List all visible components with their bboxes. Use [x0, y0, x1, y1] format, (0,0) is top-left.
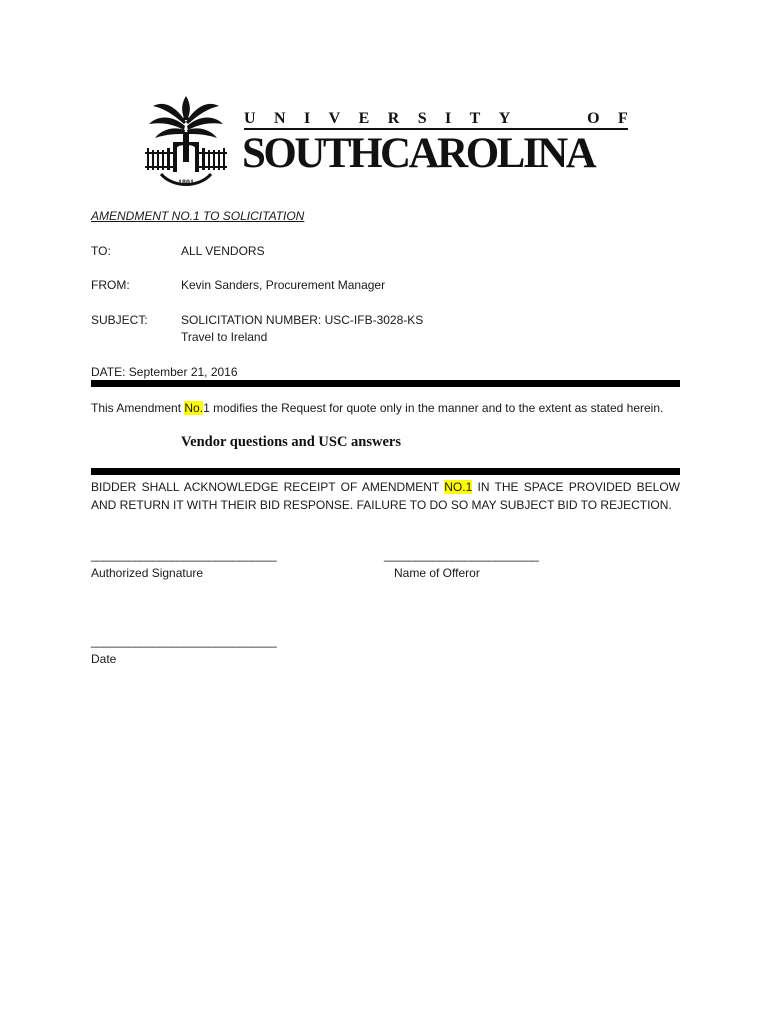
- logo-south-carolina: SOUTHCAROLINA: [242, 130, 595, 177]
- logo-letter: S: [417, 110, 427, 127]
- logo-letter: I: [303, 110, 311, 127]
- acknowledge-paragraph: [91, 478, 680, 514]
- logo-letter: N: [273, 110, 286, 127]
- offeror-line: _________________________: [384, 548, 539, 562]
- offeror-label: Name of Offeror: [394, 566, 480, 580]
- vendor-questions-title: Vendor questions and USC answers: [181, 434, 401, 450]
- date-line: DATE: September 21, 2016: [91, 365, 238, 379]
- date-signature-label: Date: [91, 652, 117, 666]
- signature-line: ______________________________: [91, 548, 277, 562]
- logo-spacer: [529, 110, 569, 128]
- to-label: TO:: [91, 244, 111, 258]
- logo-letter: E: [358, 110, 370, 127]
- logo-university-of: [244, 110, 628, 128]
- logo-letter: F: [618, 110, 628, 127]
- amendment-paragraph: [91, 399, 680, 417]
- acknowledge-text-start: BIDDER SHALL ACKNOWLEDGE RECEIPT OF AMENDMENT: [91, 480, 445, 494]
- date-signature-line: ______________________________: [91, 634, 277, 648]
- seal-year: 1801: [178, 178, 194, 187]
- amendment-heading: AMENDMENT NO.1 TO SOLICITATION: [91, 209, 305, 223]
- logo-letter: R: [387, 110, 400, 127]
- subject-label: SUBJECT:: [91, 313, 148, 327]
- logo-letter: O: [587, 110, 600, 127]
- subject-title: Travel to Ireland: [181, 330, 268, 344]
- amendment-text-start: This Amendment: [91, 401, 185, 415]
- logo-letter: V: [328, 110, 341, 127]
- from-value: Kevin Sanders, Procurement Manager: [181, 278, 386, 292]
- divider-bar: [91, 380, 680, 387]
- logo-letter: I: [445, 110, 452, 127]
- university-seal-logo: [143, 92, 229, 190]
- logo-letter: U: [244, 110, 256, 127]
- logo-letter: T: [469, 110, 481, 127]
- to-value: ALL VENDORS: [181, 244, 265, 258]
- amendment-text-end: 1 modifies the Request for quote only in the manner and to the extent as stated herein.: [203, 401, 664, 415]
- subject-solicitation-number: SOLICITATION NUMBER: USC-IFB-3028-KS: [181, 313, 424, 327]
- signature-label: Authorized Signature: [91, 566, 204, 580]
- logo-letter: Y: [498, 110, 511, 127]
- highlighted-number: NO.1: [444, 480, 473, 494]
- acknowledge-text-end: IN THE SPACE PROVIDED BELOW AND RETURN IT WITH THEIR BID RESPONSE. FAILURE TO DO SO MAY SUBJECT BID TO REJECTION.: [91, 480, 680, 512]
- highlighted-number: No.: [184, 401, 204, 415]
- divider-bar: [91, 468, 680, 475]
- from-label: FROM:: [91, 278, 130, 292]
